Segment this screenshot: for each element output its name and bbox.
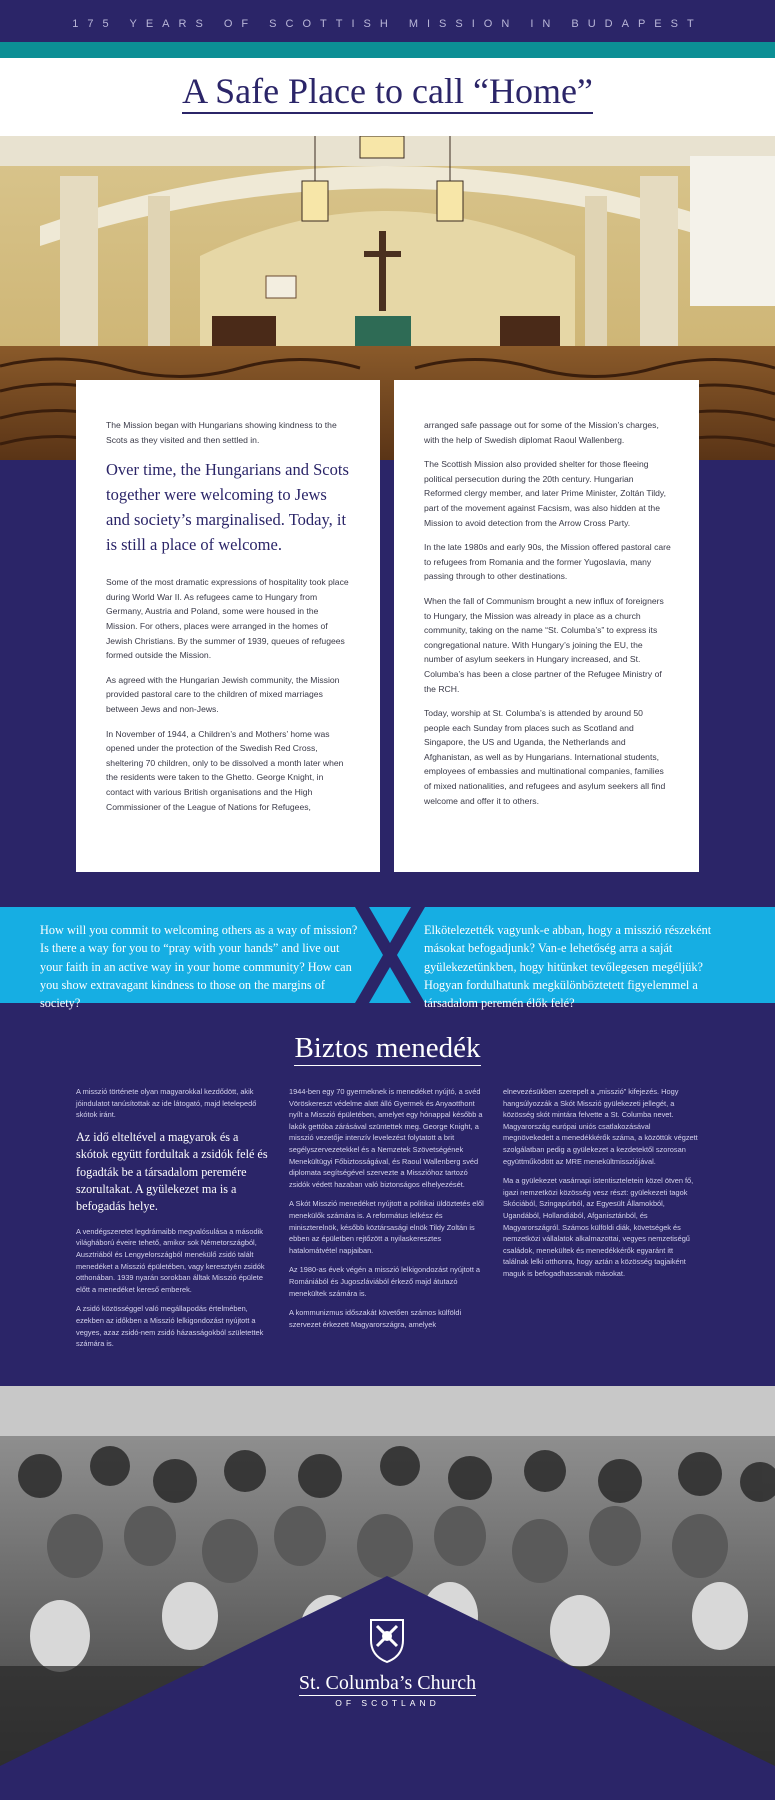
hungarian-title-text: Biztos menedék	[294, 1032, 481, 1064]
english-left-text	[76, 380, 380, 814]
historic-crowd-illustration	[0, 1386, 775, 1800]
hungarian-title	[0, 1032, 775, 1065]
english-paragraph: Some of the most dramatic expressions of hospitality took place during World War II. As refugees came to Hungary from Germany, Austria and Poland, some were housed in the Mission. For others, places were arranged in the homes of Jewish Christians. By the summer of 1939, queues of refugees formed outside the Mission.	[106, 577, 349, 661]
hungarian-paragraph: A zsidó közösséggel való megállapodás értelmében, ezekben az időkben a Misszió lelkigondozást nyújtott a vegyes, azaz zsidó-nem zsidó házasságokból születettek számára is.	[76, 1304, 264, 1349]
english-paragraph: The Scottish Mission also provided shelter for those fleeing political persecution during the 20th century. Hungarian Reformed clergy member, and later Prime Minister, Zoltán Tildy, part of the movement against Facsism, was also hidden at the Mission to avoid detection from the Arrow Cross Party.	[424, 459, 666, 528]
english-paragraph: In November of 1944, a Children’s and Mothers’ home was opened under the protection of the Swedish Red Cross, sheltering 70 children, only to be dissolved a month later when the residents were taken to the Ghetto. George Knight, in contact with various British organisations and the High Commissioner of the League of Nations for Refugees,	[106, 728, 344, 812]
english-paragraph: Today, worship at St. Columba’s is attended by around 50 people each Sunday from places such as Scotland and Singapore, the US and Uganda, the Netherlands and Afghanistan, as well as by Hungarians. International students, employees of embassies and multinational companies, families of mixed nationalities, and refugees and asylum seekers all find welcome and offer it to others.	[424, 708, 666, 806]
hungarian-paragraph: elnevezésükben szerepelt a „misszió” kifejezés. Hogy hangsúlyozzák a Skót Misszió gyülekezeti jellegét, a közösség skót mintára felvette a St. Columba nevet. Magyarország európai uniós csatlakozásával megnövekedett a menedékkérők száma, a közöttük végzett szolgálatban pedig a gyülekezet a kezdetektől szorosan együttműködött az MRE menekültmissziójával.	[503, 1087, 698, 1166]
church-name-text: St. Columba’s Church	[298, 1672, 477, 1694]
hungarian-intro: A misszió története olyan magyarokkal kezdődött, akik jóindulatot tanúsítottak az ide látogató, majd letelepedő skótok iránt.	[76, 1087, 257, 1120]
teal-stripe	[0, 42, 775, 58]
hungarian-paragraph: Az 1980-as évek végén a misszió lelkigondozást nyújtott a Romániából és Jugoszláviából érkező majd átutazó menekültek számára is.	[289, 1265, 481, 1298]
hungarian-paragraph: A kommunizmus időszakát követően számos külföldi szervezet érkezett Magyarországra, amelyek	[289, 1308, 462, 1329]
reflection-hungarian: Elkötelezették vagyunk-e abban, hogy a misszió részeként másokat befogadjunk? Van-e lehetőség arra a saját gyülekezetünkben, hogy hitünket tevőlegesen megéljük? Hogyan fordulhatunk megkülönböztetett figyelemmel a társadalom peremén élők felé?	[424, 923, 712, 1011]
banner-text: 175 YEARS OF SCOTTISH MISSION IN BUDAPEST	[72, 18, 703, 30]
hungarian-paragraph: A vendégszeretet legdrámaibb megvalósulása a második világháború éveire tehető, amikor sok Németországból, Ausztriából és Lengyelországból menekülő zsidó talált menedéket a Misszió épületében, vagy keresztyén zsidók otthonában. 1939 nyarán sorokban álltak Misszió épülete előtt a menedéket kereső emberek.	[76, 1226, 265, 1294]
hungarian-paragraph: Ma a gyülekezet vasárnapi istentiszteletein közel ötven fő, igazi nemzetközi közösség vesz részt: gyülekezeti tagok Skóciából, Szingapúrból, az Egyesült Államokból, Ugandából, Hollandiából, Afganisztánból, és Magyarországról. Számos külföldi diák, követségek és nemzetközi vállalatok alkalmazottai, vegyes nemzetiségű családok, menekültek és menedékkérők egyaránt itt találnak lelki otthonra, hogy aztán a közösség tagjaiként maguk is befogadhassanak másokat.	[503, 1176, 694, 1278]
hungarian-paragraph: 1944-ben egy 70 gyermeknek is menedéket nyújtó, a svéd Vöröskereszt védelme alatt álló Gyermek és Anyaotthont nyílt a Misszió épületében, amelyet egy hónappal később a lakók gettóba zárásával szüntettek meg. George Knight, a misszió vezetője intenzív levelezést folytatott a brit segélyszervezetekkel és a Nemzetek Szövetségének Menekültügyi Főbiztosságával, és Raoul Wallenberg svéd diplomata segítségével szervezte a Misszióhoz tartozó zsidók védett hazaban való biztonságos elhelyezését.	[289, 1087, 483, 1189]
church-crest-icon	[367, 1616, 407, 1664]
historic-crowd-photo	[0, 1386, 775, 1800]
english-intro: The Mission began with Hungarians showing kindness to the Scots as they visited and then settled in.	[106, 420, 337, 445]
english-pull-quote: Over time, the Hungarians and Scots together were welcoming to Jews and society’s marginalised. Today, it is still a place of welcome.	[106, 460, 349, 555]
hungarian-paragraph: A Skót Misszió menedéket nyújtott a politikai üldöztetés elől menekülők számára is. A református lelkész és miniszterelnök, később köztársasági elnök Tildy Zoltán is ebben az épületben rejtőzött a nyilaskeresztes hatalomátvétel napjaiban.	[289, 1199, 484, 1255]
english-paragraph: When the fall of Communism brought a new influx of foreigners to Hungary, the Mission was already in place as a church community, taking on the name “St. Columba’s” to express its congregational nature. With Hungary’s joining the EU, the number of asylum seekers in Hungary increased, and St. Columba’s has been a close partner of the Refugee Ministry of the RCH.	[424, 595, 664, 694]
english-paragraph: In the late 1980s and early 90s, the Mission offered pastoral care to refugees from Romania and the former Yugoslavia, many passing through to other destinations.	[424, 542, 671, 582]
english-right-text	[394, 380, 699, 808]
church-subtitle: OF SCOTLAND	[335, 1698, 440, 1708]
english-paragraph: As agreed with the Hungarian Jewish community, the Mission provided pastoral care to the children of mixed marriages between Jews and non-Jews.	[106, 674, 340, 714]
hungarian-column-3	[503, 1086, 699, 1288]
page-title	[0, 70, 775, 112]
english-text-panel-left	[76, 380, 380, 872]
church-name	[0, 1672, 775, 1695]
hungarian-pull-quote: Az idő elteltével a magyarok és a skótok együtt fordultak a zsidók felé és fogadták be a társadalom peremére szorultakat. A gyülekezet ma is a befogadás helye.	[76, 1129, 268, 1214]
english-paragraph: arranged safe passage out for some of the Mission’s charges, with the help of Swedish diplomat Raoul Wallenberg.	[424, 420, 659, 445]
hungarian-column-2	[289, 1086, 485, 1338]
page-title-text: A Safe Place to call “Home”	[182, 71, 593, 114]
reflection-band	[0, 907, 775, 1011]
saltire-cross	[355, 907, 425, 1003]
hungarian-column-1	[76, 1086, 268, 1358]
english-text-panel-right	[394, 380, 699, 872]
reflection-english: How will you commit to welcoming others as a way of mission? Is there a way for you to “pray with your hands” and live out your faith in an active way in your home community? How can you show extravagant kindness to those on the margins of society?	[40, 923, 358, 1011]
